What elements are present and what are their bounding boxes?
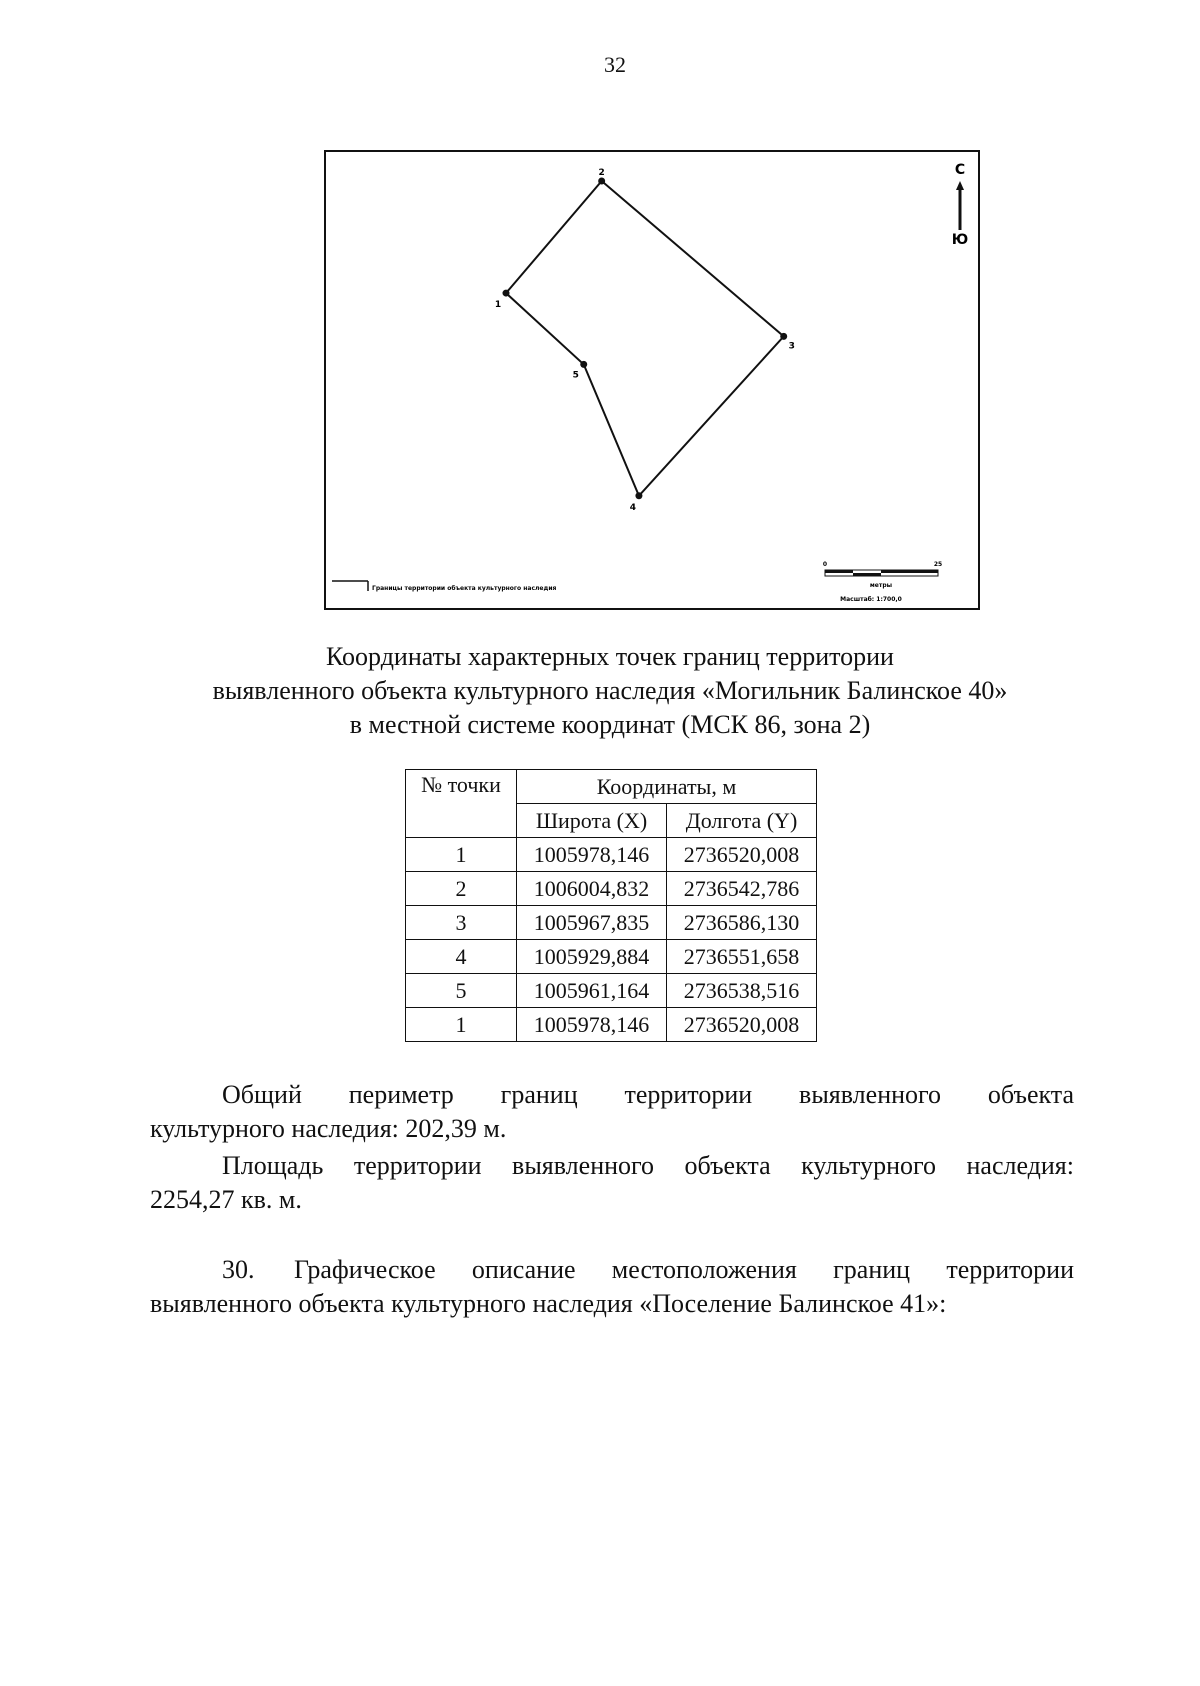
point-number-header: № точки: [406, 770, 517, 838]
table-row: [406, 906, 817, 940]
longitude-cell: 2736551,658: [667, 940, 817, 974]
section-number: 30.: [222, 1255, 255, 1284]
perimeter-paragraph: [150, 1078, 1074, 1146]
coordinates-header: Координаты, м: [517, 770, 817, 804]
latitude-cell: 1005967,835: [517, 906, 667, 940]
heading-line-3: в местной системе координат (МСК 86, зона 2): [349, 710, 871, 739]
legend-label: Границы территории объекта культурного наследия: [372, 585, 557, 592]
section-30-line-2: выявленного объекта культурного наследия «Поселение Балинское 41»:: [150, 1289, 947, 1318]
boundary-map: [324, 150, 980, 610]
point-number-cell: 5: [406, 974, 517, 1008]
coordinates-heading: [150, 640, 1070, 742]
point-number-cell: 4: [406, 940, 517, 974]
boundary-point-marker: [780, 333, 787, 340]
boundary-point-label: 3: [788, 341, 795, 352]
scale-start-label: 0: [822, 561, 828, 568]
section-30-first-line: [150, 1253, 1074, 1287]
point-number-cell: 2: [406, 872, 517, 906]
boundary-point-marker: [503, 290, 510, 297]
boundary-points: [495, 168, 795, 513]
scale-text: Масштаб: 1:700,0: [840, 596, 902, 603]
table-row: [406, 1008, 817, 1042]
scale-end-label: 25: [933, 561, 943, 568]
boundary-point-label: 5: [572, 370, 579, 381]
table-row: [406, 872, 817, 906]
compass-north-label: С: [954, 162, 966, 178]
boundary-point-label: 2: [598, 168, 605, 178]
heading-line-2: выявленного объекта культурного наследия «Могильник Балинское 40»: [212, 676, 1008, 705]
longitude-cell: 2736520,008: [667, 838, 817, 872]
coordinates-table: [405, 769, 817, 1042]
scale-bar: [823, 561, 942, 603]
table-row: [406, 940, 817, 974]
area-line-1: Площадь территории выявленного объекта культурного наследия:: [222, 1151, 1074, 1180]
longitude-cell: 2736538,516: [667, 974, 817, 1008]
latitude-cell: 1006004,832: [517, 872, 667, 906]
north-arrow-icon: [952, 162, 968, 248]
longitude-cell: 2736520,008: [667, 1008, 817, 1042]
boundary-point-label: 1: [494, 300, 502, 311]
compass-south-label: Ю: [951, 232, 969, 248]
latitude-cell: 1005961,164: [517, 974, 667, 1008]
section-30-paragraph: [150, 1253, 1074, 1321]
boundary-point-marker: [598, 178, 605, 185]
point-number-cell: 1: [406, 1008, 517, 1042]
table-row: [406, 974, 817, 1008]
area-line-2: 2254,27 кв. м.: [150, 1185, 302, 1214]
longitude-cell: 2736542,786: [667, 872, 817, 906]
map-legend: [332, 581, 557, 592]
point-number-cell: 3: [406, 906, 517, 940]
boundary-point-marker: [635, 492, 642, 499]
heading-line-1: Координаты характерных точек границ территории: [326, 642, 894, 671]
latitude-cell: 1005978,146: [517, 1008, 667, 1042]
area-paragraph: [150, 1149, 1074, 1217]
longitude-cell: 2736586,130: [667, 906, 817, 940]
perimeter-line-1: Общий периметр границ территории выявленного объекта: [222, 1080, 1074, 1109]
boundary-point-label: 4: [629, 502, 637, 513]
perimeter-line-2: культурного наследия: 202,39 м.: [150, 1114, 507, 1143]
scale-units-label: метры: [869, 582, 893, 589]
page-number: 32: [604, 52, 626, 77]
section-30-line-1: Графическое описание местоположения границ территории: [294, 1255, 1074, 1284]
boundary-polygon: [506, 181, 784, 496]
point-number-cell: 1: [406, 838, 517, 872]
latitude-cell: 1005978,146: [517, 838, 667, 872]
latitude-cell: 1005929,884: [517, 940, 667, 974]
latitude-header: Широта (X): [517, 804, 667, 838]
longitude-header: Долгота (Y): [667, 804, 817, 838]
table-row: [406, 838, 817, 872]
table-header-row: [406, 770, 817, 804]
boundary-map-drawing: [326, 152, 978, 608]
boundary-point-marker: [580, 361, 587, 368]
